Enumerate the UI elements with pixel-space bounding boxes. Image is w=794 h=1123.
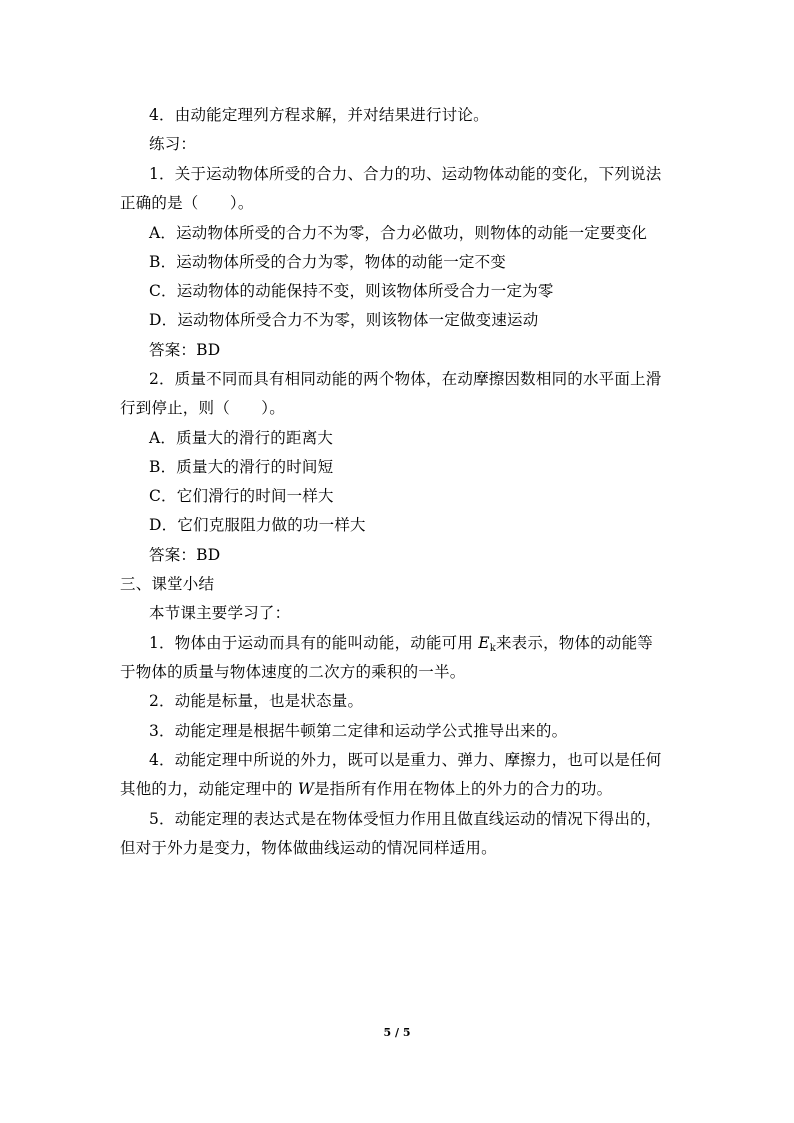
question-1-option-d: D．运动物体所受合力不为零，则该物体一定做变速运动 xyxy=(149,311,539,329)
question-1-option-c: C．运动物体的动能保持不变，则该物体所受合力一定为零 xyxy=(149,282,554,300)
question-1-answer: 答案：BD xyxy=(149,341,221,359)
summary-point-1-text-a: 1．物体由于运动而具有的能叫动能，动能可用 xyxy=(149,634,479,652)
section-heading-summary: 三、课堂小结 xyxy=(120,575,215,593)
summary-point-4-text-a: 其他的力，动能定理中的 xyxy=(120,780,298,798)
summary-point-1-line-1 xyxy=(149,632,680,654)
summary-point-1-line-2: 于物体的质量与物体速度的二次方的乘积的一半。 xyxy=(120,663,466,681)
work-symbol: W xyxy=(297,780,314,798)
summary-point-4-text-b: 是指所有作用在物体上的外力的合力的功。 xyxy=(313,780,613,798)
summary-point-4-line-1: 4．动能定理中所说的外力，既可以是重力、弹力、摩擦力，也可以是任何 xyxy=(149,751,662,769)
exercise-heading: 练习： xyxy=(149,135,197,153)
summary-point-3: 3．动能定理是根据牛顿第二定律和运动学公式推导出来的。 xyxy=(149,722,568,740)
question-1-option-a: A．运动物体所受的合力不为零，合力必做功，则物体的动能一定要变化 xyxy=(149,224,648,242)
summary-point-4-line-2 xyxy=(120,778,680,800)
page-number: 5 / 5 xyxy=(383,1026,411,1039)
summary-point-2: 2．动能是标量，也是状态量。 xyxy=(149,692,364,710)
summary-point-5-line-1: 5．动能定理的表达式是在物体受恒力作用且做直线运动的情况下得出的， xyxy=(149,810,662,828)
question-2-option-c: C．它们滑行的时间一样大 xyxy=(149,487,334,505)
summary-point-1-text-b: 来表示，物体的动能等 xyxy=(495,634,653,652)
question-1-option-b: B．运动物体所受的合力为零，物体的动能一定不变 xyxy=(149,253,506,271)
question-2-option-d: D．它们克服阻力做的功一样大 xyxy=(149,516,366,534)
question-2-line-2: 行到停止，则（ ）。 xyxy=(120,399,285,417)
step-4-text: 4．由动能定理列方程求解，并对结果进行讨论。 xyxy=(149,106,489,124)
question-2-option-b: B．质量大的滑行的时间短 xyxy=(149,458,334,476)
summary-intro: 本节课主要学习了： xyxy=(149,604,291,622)
question-1-line-1: 1．关于运动物体所受的合力、合力的功、运动物体动能的变化，下列说法 xyxy=(149,165,662,183)
summary-point-5-line-2: 但对于外力是变力，物体做曲线运动的情况同样适用。 xyxy=(120,839,497,857)
question-2-option-a: A．质量大的滑行的距离大 xyxy=(149,429,334,447)
kinetic-energy-symbol: E xyxy=(478,634,490,652)
question-2-answer: 答案：BD xyxy=(149,546,221,564)
kinetic-energy-subscript: k xyxy=(489,643,496,654)
question-2-line-1: 2．质量不同而具有相同动能的两个物体，在动摩擦因数相同的水平面上滑 xyxy=(149,370,662,388)
question-1-line-2: 正确的是（ ）。 xyxy=(120,194,254,212)
